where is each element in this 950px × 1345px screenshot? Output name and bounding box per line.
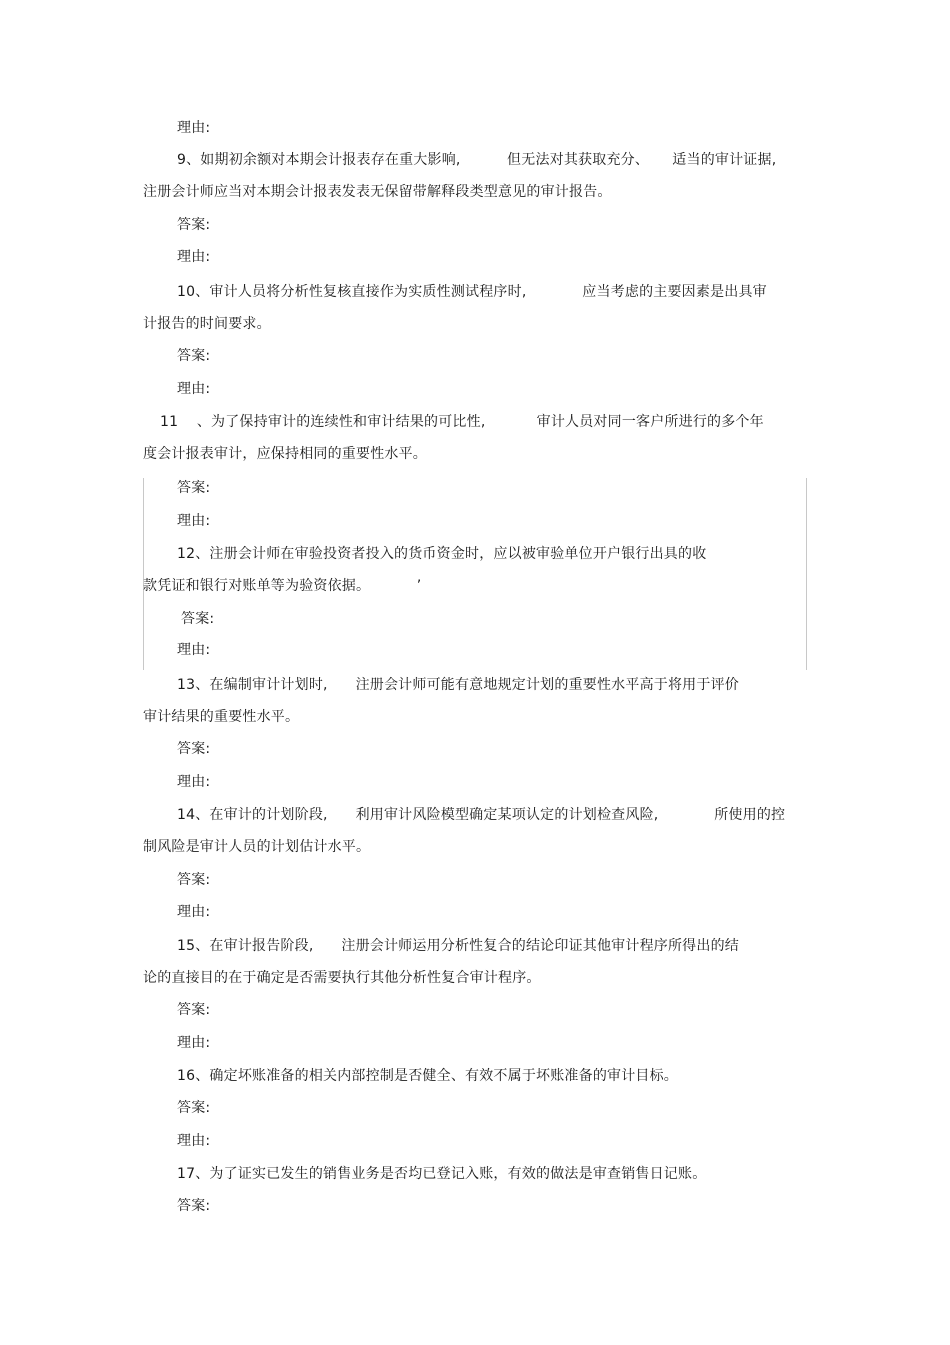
question-13-line-1: 13、在编制审计计划时, 注册会计师可能有意地规定计划的重要性水平高于将用于评价 (177, 677, 739, 693)
answer-label: 答案: (177, 1100, 211, 1116)
answer-label: 答案: (177, 741, 211, 757)
reason-label: 理由: (177, 120, 211, 136)
box-border-left (143, 478, 144, 670)
answer-label: 答案: (177, 1198, 211, 1214)
question-10-line-2: 计报告的时间要求。 (143, 316, 271, 332)
question-14-line-2: 制风险是审计人员的计划估计水平。 (143, 839, 371, 855)
reason-label: 理由: (177, 1035, 211, 1051)
question-10-line-1: 10、审计人员将分析性复核直接作为实质性测试程序时, 应当考虑的主要因素是出具审 (177, 284, 767, 300)
answer-label: 答案: (181, 611, 215, 627)
question-14-line-1: 14、在审计的计划阶段, 利用审计风险模型确定某项认定的计划检查风险, 所使用的控 (177, 807, 786, 823)
question-13-line-2: 审计结果的重要性水平。 (143, 709, 300, 725)
reason-label: 理由: (177, 642, 211, 658)
reason-label: 理由: (177, 513, 211, 529)
answer-label: 答案: (177, 217, 211, 233)
question-15-line-2: 论的直接目的在于确定是否需要执行其他分析性复合审计程序。 (143, 970, 541, 986)
reason-label: 理由: (177, 1133, 211, 1149)
question-11-line-2: 度会计报表审计，应保持相同的重要性水平。 (143, 446, 427, 462)
reason-label: 理由: (177, 774, 211, 790)
reason-label: 理由: (177, 249, 211, 265)
question-12-line-1: 12、注册会计师在审验投资者投入的货币资金时，应以被审验单位开户银行出具的收 (177, 546, 707, 562)
question-9-line-1: 9、如期初余额对本期会计报表存在重大影响, 但无法对其获取充分、 适当的审计证据, (177, 152, 777, 168)
question-17-line-1: 17、为了证实已发生的销售业务是否均已登记入账，有效的做法是审查销售日记账。 (177, 1166, 707, 1182)
answer-label: 答案: (177, 348, 211, 364)
reason-label: 理由: (177, 381, 211, 397)
question-12-line-2: 款凭证和银行对账单等为验资依据。 ’ (143, 578, 422, 594)
answer-label: 答案: (177, 872, 211, 888)
question-11-line-1: 11 、为了保持审计的连续性和审计结果的可比性, 审计人员对同一客户所进行的多个年 (160, 414, 764, 430)
question-15-line-1: 15、在审计报告阶段, 注册会计师运用分析性复合的结论印证其他审计程序所得出的结 (177, 938, 739, 954)
box-border-right (806, 478, 807, 670)
question-16-line-1: 16、确定坏账准备的相关内部控制是否健全、有效不属于坏账准备的审计目标。 (177, 1068, 679, 1084)
reason-label: 理由: (177, 904, 211, 920)
question-9-line-2: 注册会计师应当对本期会计报表发表无保留带解释段类型意见的审计报告。 (143, 184, 612, 200)
answer-label: 答案: (177, 480, 211, 496)
answer-label: 答案: (177, 1002, 211, 1018)
